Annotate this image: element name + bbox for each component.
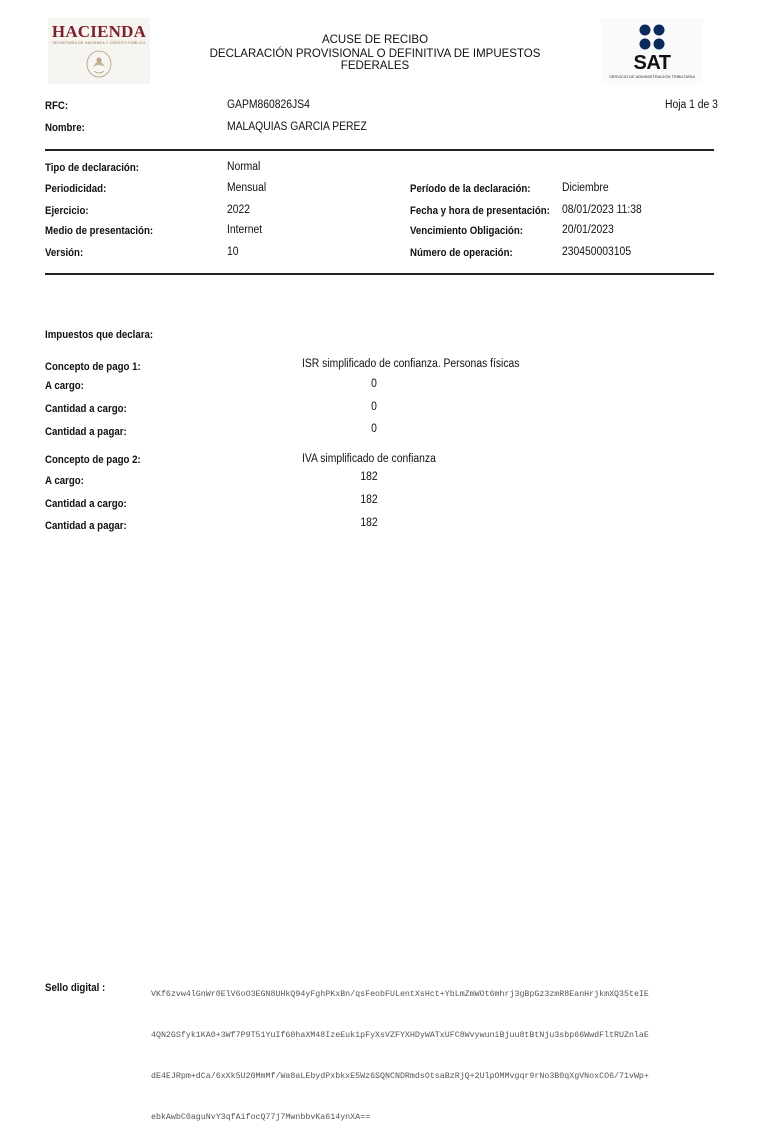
page-indicator: Hoja 1 de 3 xyxy=(665,99,718,111)
periodicidad-value: Mensual xyxy=(227,182,267,194)
medio-value: Internet xyxy=(227,224,263,236)
impuestos-heading: Impuestos que declara: xyxy=(45,329,154,341)
title-line-1: ACUSE DE RECIBO xyxy=(321,34,429,46)
acargo2-label: A cargo: xyxy=(45,475,84,487)
tipo-label: Tipo de declaración: xyxy=(45,162,139,174)
cantpagar1-label: Cantidad a pagar: xyxy=(45,426,127,438)
cantpagar2-value: 182 xyxy=(360,517,378,529)
medio-label: Medio de presentación: xyxy=(45,225,154,237)
operacion-label: Número de operación: xyxy=(410,247,513,259)
concepto1-label: Concepto de pago 1: xyxy=(45,361,141,373)
sat-logo-subtitle: SERVICIO DE ADMINISTRACIÓN TRIBUTARIA xyxy=(609,74,695,79)
sello-line-1: VKf6zvw4lGnWr0ElV6oO3EGN8UHkQ94yFghPKxBn/qsFeobFULentXsHct+YbLmZmWOt6mhrj3gBpGz3zmR8EanHrjkmXQ35teIE xyxy=(151,990,649,1000)
operacion-value: 230450003105 xyxy=(562,246,632,258)
concepto2-value: IVA simplificado de confianza xyxy=(302,453,436,465)
ejercicio-label: Ejercicio: xyxy=(45,205,89,217)
name-label: Nombre: xyxy=(45,122,85,134)
cantcargo2-label: Cantidad a cargo: xyxy=(45,498,127,510)
sat-dots-icon xyxy=(638,23,666,53)
hacienda-logo-subtitle: SECRETARÍA DE HACIENDA Y CRÉDITO PÚBLICO xyxy=(52,41,146,45)
concepto2-label: Concepto de pago 2: xyxy=(45,454,141,466)
sat-logo xyxy=(601,18,703,84)
hacienda-logo-text: HACIENDA xyxy=(51,22,147,41)
acargo1-label: A cargo: xyxy=(45,380,84,392)
hacienda-logo xyxy=(48,18,150,84)
sello-line-3: dE4EJRpm+dCa/6xXk5U20MmMf/Wa8aLEbydPxbkxE5Wz6SQNCNDRmdsOtsaBzRjQ+2UlpOMMvgqr9rNo3B0qXgVNoxCO6/71vWp+ xyxy=(151,1071,649,1081)
periodo-label: Período de la declaración: xyxy=(410,183,531,195)
divider-top xyxy=(45,149,714,151)
rfc-value: GAPM860826JS4 xyxy=(227,99,310,111)
periodicidad-label: Periodicidad: xyxy=(45,183,107,195)
cantcargo2-value: 182 xyxy=(360,494,378,506)
concepto1-value: ISR simplificado de confianza. Personas físicas xyxy=(302,358,520,370)
mexico-seal-icon xyxy=(85,49,113,79)
ejercicio-value: 2022 xyxy=(227,204,251,216)
title-line-2: DECLARACIÓN PROVISIONAL O DEFINITIVA DE IMPUESTOS FEDERALES xyxy=(209,48,541,72)
sello-line-4: ebkAwbC0aguNvY3qfAifocQ77j7MwnbbvKa614ynXA== xyxy=(151,1112,371,1122)
cantpagar1-value: 0 xyxy=(371,423,377,435)
sello-digital xyxy=(151,961,711,1138)
sello-label: Sello digital : xyxy=(45,982,106,994)
cantcargo1-value: 0 xyxy=(371,401,377,413)
cantpagar2-label: Cantidad a pagar: xyxy=(45,520,127,532)
vencimiento-label: Vencimiento Obligación: xyxy=(410,225,523,237)
fecha-value: 08/01/2023 11:38 xyxy=(562,204,642,216)
tipo-value: Normal xyxy=(227,161,261,173)
acargo2-value: 182 xyxy=(360,471,378,483)
version-label: Versión: xyxy=(45,247,84,259)
cantcargo1-label: Cantidad a cargo: xyxy=(45,403,127,415)
acargo1-value: 0 xyxy=(371,378,377,390)
vencimiento-value: 20/01/2023 xyxy=(562,224,614,236)
sat-logo-text: SAT xyxy=(633,52,671,74)
periodo-value: Diciembre xyxy=(562,182,609,194)
version-value: 10 xyxy=(227,246,239,258)
rfc-label: RFC: xyxy=(45,100,69,112)
fecha-label: Fecha y hora de presentación: xyxy=(410,205,550,217)
sello-line-2: 4QN2GSfyk1KA0+3Wf7P9T51YuIf60haXM48IzeEuk1pFyXsVZFYXHDyWATxUFC8WvywuniBjuu8tBtNju3sbp66WwdFltRUZnlaE xyxy=(151,1030,649,1040)
divider-bottom xyxy=(45,273,714,275)
name-value: MALAQUIAS GARCIA PEREZ xyxy=(227,121,367,133)
